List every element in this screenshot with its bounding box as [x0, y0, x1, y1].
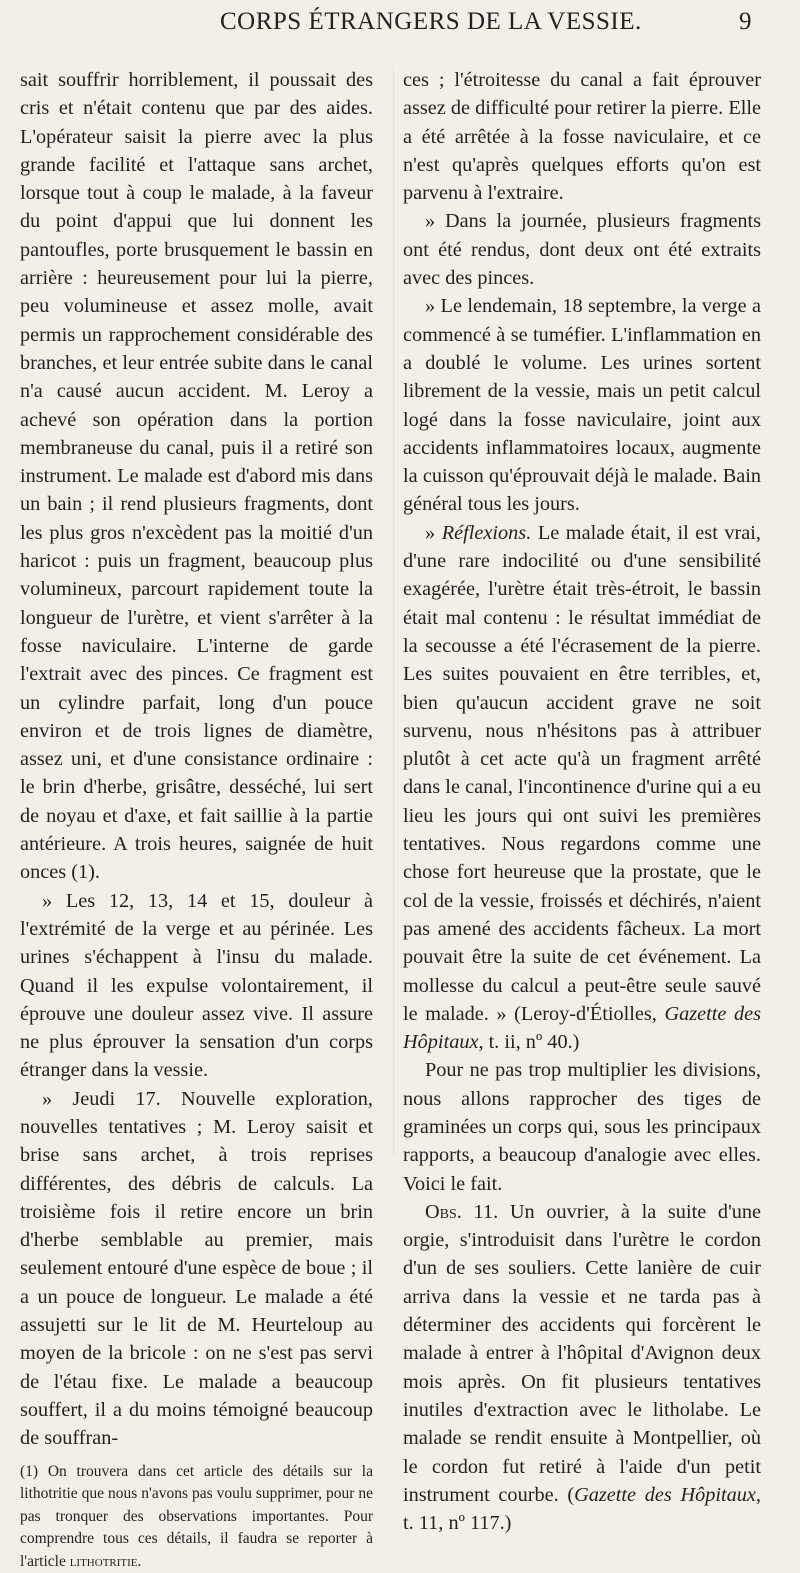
right-column — [403, 66, 761, 1537]
observation-label: Obs. 11. — [425, 1200, 499, 1223]
citation-title: Gazette des Hôpitaux — [403, 1002, 761, 1054]
left-column — [20, 66, 373, 1573]
citation-title: Gazette des Hôpitaux — [574, 1483, 756, 1506]
footnote-crossref: lithotritie. — [69, 1552, 142, 1570]
paragraph: ces ; l'étroitesse du canal a fait éprouver assez de difficulté pour retirer la pierre. Elle a été arrêtée à la fosse naviculaire, et ce n'est qu'après quelques efforts qu'on est parvenu à l'extraire. — [403, 69, 761, 205]
paragraph: » Jeudi 17. Nouvelle exploration, nouvelles tentatives ; M. Leroy saisit et brise sans archet, à trois reprises différentes, des débris de calculs. La troisième fois il retire encore un brin d'herbe semblable au premier, mais seulement entouré d'une espèce de boue ; il a un pouce de longueur. Le malade a été assujetti sur le lit de M. Heurteloup au moyen de la bricole : on ne s'est pas servi de l'étau fixe. Le malade a beaucoup souffert, il a du moins témoigné beaucoup de souffran- — [20, 1087, 373, 1450]
quote-mark: » — [425, 521, 442, 544]
paragraph: » Le lendemain, 18 septembre, la verge a commencé à se tuméfier. L'inflammation en a doublé le volume. Les urines sortent librement de la vessie, mais un petit calcul logé dans la fosse naviculaire, joint aux accidents inflammatoires locaux, augmente la cuisson qu'éprouvait déjà le malade. Bain général tous les jours. — [403, 295, 761, 516]
paragraph: Pour ne pas trop multiplier les divisions, nous allons rapprocher des tiges de graminées un corps qui, sous les principaux rapports, a beaucoup d'analogie avec elles. Voici le fait. — [403, 1059, 761, 1195]
running-title: CORPS ÉTRANGERS DE LA VESSIE. — [220, 8, 642, 35]
footnote — [20, 1461, 373, 1573]
reflexions-text: Le malade était, il est vrai, d'une rare indocilité ou d'une sensibilité exagérée, l'urètre était très-étroit, le bassin était mal contenu : le résultat immédiat de la secousse a été l'écrasement de la pierre. Les suites pouvaient en être terribles, et, bien qu'aucun accident grave ne soit survenu, nous n'hésitons pas à attribuer plutôt à cet acte qu'à un fragment arrêté dans le canal, l'incontinence d'urine qui a eu lieu les jours qui ont suivi les premières tentatives. Nous regardons comme une chose fort heureuse que la prostate, que le col de la vessie, froissés et déchirés, n'aient pas amené des accidents fâcheux. La mort pouvait être la suite de cet événement. La mollesse du calcul a peut-être seule sauvé le malade. » (Leroy-d'Étiolles, — [403, 521, 761, 1025]
paragraph-reflexions — [403, 519, 761, 1057]
citation-ref: , t. 11, nº 117.) — [403, 1483, 761, 1535]
footnote-text: (1) On trouvera dans cet article des détails sur la lithotritie que nous n'avons pas voulu supprimer, pour ne pas tronquer des observations importantes. Pour comprendre tous ces détails, il faudra se reporter à l'article — [20, 1462, 373, 1570]
column-gutter — [393, 66, 394, 1156]
running-head — [20, 2, 776, 38]
paragraph-observation — [403, 1198, 761, 1538]
reflexions-label: Réflexions. — [441, 521, 532, 544]
page-number: 9 — [739, 8, 752, 35]
citation-ref: , t. ii, nº 40.) — [478, 1031, 580, 1054]
paragraph: » Les 12, 13, 14 et 15, douleur à l'extrémité de la verge et au périnée. Les urines s'échappent à l'insu du malade. Quand il les expulse volontairement, il éprouve une douleur assez vive. Il assure ne plus éprouver la sensation d'un corps étranger dans la vessie. — [20, 889, 373, 1082]
observation-text: Un ouvrier, à la suite d'une orgie, s'introduisit dans l'urètre le cordon d'un de ses souliers. Cette lanière de cuir arriva dans la vessie et ne tarda pas à déterminer des accidents qui forcèrent le malade à entrer à l'hôpital d'Avignon deux mois après. On fit plusieurs tentatives inutiles d'extraction avec le litholabe. Le malade se rendit ensuite à Montpellier, où le cordon fut retiré à l'aide d'un petit instrument courbe. ( — [403, 1200, 762, 1506]
paragraph: » Dans la journée, plusieurs fragments ont été rendus, dont deux ont été extraits avec des pinces. — [403, 210, 761, 290]
paragraph: sait souffrir horriblement, il poussait des cris et n'était contenu que par des aides. L'opérateur saisit la pierre avec la plus grande facilité et l'attaque sans archet, lorsque tout à coup le malade, à la faveur du point d'appui que lui donnent les pantoufles, porte brusquement le bassin en arrière : heureusement pour lui la pierre, peu volumineuse et assez molle, avait permis un rapprochement considérable des branches, et leur entrée subite dans le canal n'a causé aucun accident. M. Leroy a achevé son opération dans la portion membraneuse du canal, puis il a retiré son instrument. Le malade est d'abord mis dans un bain ; il rend plusieurs fragments, dont les plus gros n'excèdent pas la moitié d'un haricot : puis un fragment, beaucoup plus volumineux, parcourt rapidement toute la longueur de l'urètre, et vient s'arrêter à la fosse naviculaire. L'interne de garde l'extrait avec des pinces. Ce fragment est un cylindre parfait, long d'un pouce environ et de trois lignes de diamètre, assez uni, et d'une consistance ordinaire : le brin d'herbe, grisâtre, desséché, lui sert de noyau et d'axe, et fait saillie à la partie antérieure. A trois heures, saignée de huit onces (1). — [20, 69, 373, 884]
